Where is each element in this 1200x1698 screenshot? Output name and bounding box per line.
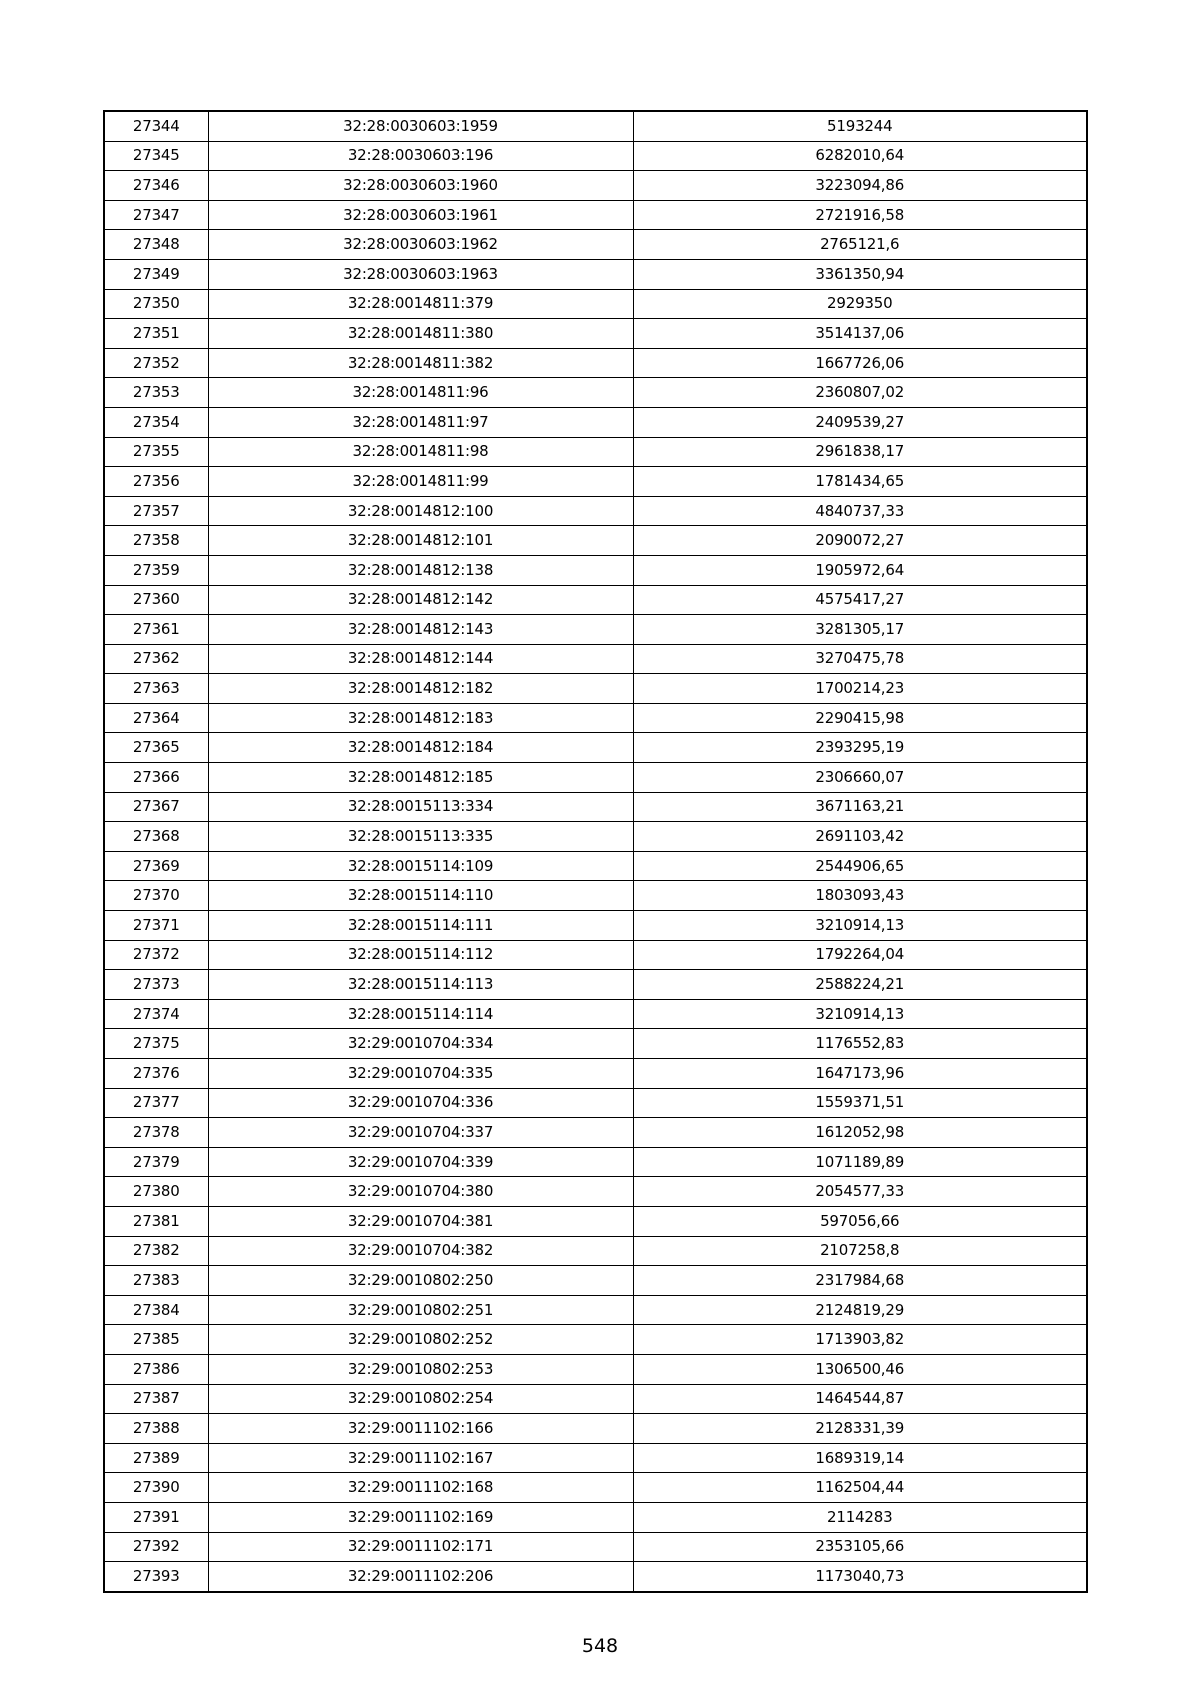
cadastral-number-cell: 32:29:0010704:334	[208, 1029, 633, 1059]
value-cell: 6282010,64	[633, 141, 1087, 171]
cadastral-number-cell: 32:28:0030603:196	[208, 141, 633, 171]
row-number-cell: 27357	[104, 496, 208, 526]
value-cell: 2588224,21	[633, 970, 1087, 1000]
row-number-cell: 27392	[104, 1532, 208, 1562]
row-number-cell: 27381	[104, 1206, 208, 1236]
cadastral-number-cell: 32:28:0014812:183	[208, 703, 633, 733]
value-cell: 1559371,51	[633, 1088, 1087, 1118]
value-cell: 1781434,65	[633, 467, 1087, 497]
page-number: 548	[581, 1635, 619, 1657]
value-cell: 2721916,58	[633, 200, 1087, 230]
table-row	[104, 999, 1087, 1029]
value-cell: 1792264,04	[633, 940, 1087, 970]
cadastral-number-cell: 32:29:0010704:337	[208, 1118, 633, 1148]
value-cell: 2128331,39	[633, 1414, 1087, 1444]
table-row	[104, 1295, 1087, 1325]
value-cell: 2961838,17	[633, 437, 1087, 467]
table-row	[104, 319, 1087, 349]
table-row	[104, 1384, 1087, 1414]
value-cell: 3210914,13	[633, 911, 1087, 941]
table-body	[104, 111, 1087, 1592]
cadastral-number-cell: 32:28:0030603:1963	[208, 259, 633, 289]
cadastral-number-cell: 32:28:0014812:142	[208, 585, 633, 615]
table-row	[104, 289, 1087, 319]
value-cell: 2353105,66	[633, 1532, 1087, 1562]
value-cell: 3270475,78	[633, 644, 1087, 674]
table-row	[104, 1414, 1087, 1444]
table-row	[104, 763, 1087, 793]
table-row	[104, 230, 1087, 260]
cadastral-number-cell: 32:28:0014811:99	[208, 467, 633, 497]
table-row	[104, 585, 1087, 615]
table-row	[104, 526, 1087, 556]
cadastral-value-table	[103, 110, 1088, 1593]
value-cell: 1713903,82	[633, 1325, 1087, 1355]
cadastral-number-cell: 32:28:0015114:111	[208, 911, 633, 941]
table-row	[104, 378, 1087, 408]
table-row	[104, 1206, 1087, 1236]
row-number-cell: 27346	[104, 171, 208, 201]
row-number-cell: 27352	[104, 348, 208, 378]
cadastral-number-cell: 32:28:0030603:1960	[208, 171, 633, 201]
value-cell: 1667726,06	[633, 348, 1087, 378]
cadastral-number-cell: 32:28:0014811:382	[208, 348, 633, 378]
value-cell: 1905972,64	[633, 555, 1087, 585]
row-number-cell: 27388	[104, 1414, 208, 1444]
row-number-cell: 27383	[104, 1266, 208, 1296]
table-row	[104, 200, 1087, 230]
table-row	[104, 1443, 1087, 1473]
row-number-cell: 27344	[104, 111, 208, 141]
table-row	[104, 1354, 1087, 1384]
cadastral-number-cell: 32:28:0014811:98	[208, 437, 633, 467]
value-cell: 1647173,96	[633, 1059, 1087, 1089]
row-number-cell: 27385	[104, 1325, 208, 1355]
value-cell: 4840737,33	[633, 496, 1087, 526]
row-number-cell: 27387	[104, 1384, 208, 1414]
row-number-cell: 27350	[104, 289, 208, 319]
row-number-cell: 27372	[104, 940, 208, 970]
cadastral-number-cell: 32:28:0030603:1962	[208, 230, 633, 260]
cadastral-number-cell: 32:29:0011102:171	[208, 1532, 633, 1562]
table-row	[104, 674, 1087, 704]
value-cell: 4575417,27	[633, 585, 1087, 615]
table-row	[104, 1147, 1087, 1177]
table-row	[104, 1562, 1087, 1592]
cadastral-number-cell: 32:28:0014812:185	[208, 763, 633, 793]
table-row	[104, 1473, 1087, 1503]
row-number-cell: 27382	[104, 1236, 208, 1266]
cadastral-number-cell: 32:28:0015114:110	[208, 881, 633, 911]
row-number-cell: 27376	[104, 1059, 208, 1089]
table-row	[104, 555, 1087, 585]
table-row	[104, 1236, 1087, 1266]
row-number-cell: 27348	[104, 230, 208, 260]
value-cell: 2765121,6	[633, 230, 1087, 260]
table-row	[104, 407, 1087, 437]
row-number-cell: 27362	[104, 644, 208, 674]
cadastral-number-cell: 32:29:0010802:250	[208, 1266, 633, 1296]
cadastral-number-cell: 32:29:0010802:251	[208, 1295, 633, 1325]
cadastral-number-cell: 32:28:0014812:144	[208, 644, 633, 674]
value-cell: 2691103,42	[633, 822, 1087, 852]
value-cell: 2124819,29	[633, 1295, 1087, 1325]
value-cell: 2317984,68	[633, 1266, 1087, 1296]
table-row	[104, 703, 1087, 733]
cadastral-number-cell: 32:28:0014812:100	[208, 496, 633, 526]
value-cell: 3361350,94	[633, 259, 1087, 289]
cadastral-number-cell: 32:28:0015114:109	[208, 851, 633, 881]
row-number-cell: 27356	[104, 467, 208, 497]
table-row	[104, 733, 1087, 763]
value-cell: 597056,66	[633, 1206, 1087, 1236]
table-row	[104, 970, 1087, 1000]
value-cell: 1176552,83	[633, 1029, 1087, 1059]
value-cell: 3514137,06	[633, 319, 1087, 349]
row-number-cell: 27370	[104, 881, 208, 911]
cadastral-number-cell: 32:28:0015114:112	[208, 940, 633, 970]
table-row	[104, 1118, 1087, 1148]
row-number-cell: 27379	[104, 1147, 208, 1177]
row-number-cell: 27354	[104, 407, 208, 437]
row-number-cell: 27373	[104, 970, 208, 1000]
value-cell: 3281305,17	[633, 615, 1087, 645]
table-row	[104, 1059, 1087, 1089]
row-number-cell: 27365	[104, 733, 208, 763]
cadastral-number-cell: 32:29:0011102:169	[208, 1502, 633, 1532]
table-row	[104, 111, 1087, 141]
value-cell: 3210914,13	[633, 999, 1087, 1029]
table-row	[104, 822, 1087, 852]
cadastral-number-cell: 32:28:0015113:334	[208, 792, 633, 822]
table-row	[104, 171, 1087, 201]
cadastral-number-cell: 32:29:0010704:381	[208, 1206, 633, 1236]
cadastral-number-cell: 32:28:0014812:138	[208, 555, 633, 585]
cadastral-number-cell: 32:29:0010802:254	[208, 1384, 633, 1414]
table-row	[104, 911, 1087, 941]
row-number-cell: 27393	[104, 1562, 208, 1592]
value-cell: 1803093,43	[633, 881, 1087, 911]
value-cell: 1173040,73	[633, 1562, 1087, 1592]
table-row	[104, 259, 1087, 289]
value-cell: 5193244	[633, 111, 1087, 141]
table-row	[104, 467, 1087, 497]
value-cell: 2306660,07	[633, 763, 1087, 793]
row-number-cell: 27351	[104, 319, 208, 349]
value-cell: 2107258,8	[633, 1236, 1087, 1266]
table-row	[104, 615, 1087, 645]
cadastral-number-cell: 32:28:0014811:379	[208, 289, 633, 319]
value-cell: 1612052,98	[633, 1118, 1087, 1148]
row-number-cell: 27358	[104, 526, 208, 556]
table-row	[104, 1502, 1087, 1532]
value-cell: 1162504,44	[633, 1473, 1087, 1503]
value-cell: 2929350	[633, 289, 1087, 319]
row-number-cell: 27374	[104, 999, 208, 1029]
cadastral-number-cell: 32:28:0030603:1961	[208, 200, 633, 230]
table-row	[104, 1266, 1087, 1296]
row-number-cell: 27353	[104, 378, 208, 408]
row-number-cell: 27360	[104, 585, 208, 615]
value-cell: 1464544,87	[633, 1384, 1087, 1414]
row-number-cell: 27377	[104, 1088, 208, 1118]
table-row	[104, 1088, 1087, 1118]
cadastral-number-cell: 32:28:0030603:1959	[208, 111, 633, 141]
cadastral-number-cell: 32:29:0011102:206	[208, 1562, 633, 1592]
row-number-cell: 27390	[104, 1473, 208, 1503]
row-number-cell: 27375	[104, 1029, 208, 1059]
value-cell: 2393295,19	[633, 733, 1087, 763]
row-number-cell: 27347	[104, 200, 208, 230]
cadastral-number-cell: 32:29:0010704:382	[208, 1236, 633, 1266]
cadastral-number-cell: 32:28:0014811:97	[208, 407, 633, 437]
row-number-cell: 27366	[104, 763, 208, 793]
table-row	[104, 1325, 1087, 1355]
cadastral-number-cell: 32:29:0010704:339	[208, 1147, 633, 1177]
table-row	[104, 1177, 1087, 1207]
row-number-cell: 27361	[104, 615, 208, 645]
table-row	[104, 1029, 1087, 1059]
row-number-cell: 27369	[104, 851, 208, 881]
row-number-cell: 27389	[104, 1443, 208, 1473]
value-cell: 2360807,02	[633, 378, 1087, 408]
value-cell: 2290415,98	[633, 703, 1087, 733]
cadastral-number-cell: 32:28:0014812:101	[208, 526, 633, 556]
table-row	[104, 141, 1087, 171]
cadastral-number-cell: 32:29:0010704:335	[208, 1059, 633, 1089]
row-number-cell: 27386	[104, 1354, 208, 1384]
value-cell: 2090072,27	[633, 526, 1087, 556]
row-number-cell: 27378	[104, 1118, 208, 1148]
cadastral-number-cell: 32:29:0011102:167	[208, 1443, 633, 1473]
row-number-cell: 27380	[104, 1177, 208, 1207]
table-row	[104, 496, 1087, 526]
row-number-cell: 27364	[104, 703, 208, 733]
cadastral-number-cell: 32:28:0014812:143	[208, 615, 633, 645]
table-row	[104, 881, 1087, 911]
value-cell: 2409539,27	[633, 407, 1087, 437]
cadastral-number-cell: 32:29:0011102:168	[208, 1473, 633, 1503]
row-number-cell: 27371	[104, 911, 208, 941]
row-number-cell: 27391	[104, 1502, 208, 1532]
cadastral-number-cell: 32:28:0014811:96	[208, 378, 633, 408]
table-row	[104, 644, 1087, 674]
cadastral-number-cell: 32:28:0014812:184	[208, 733, 633, 763]
row-number-cell: 27363	[104, 674, 208, 704]
cadastral-number-cell: 32:29:0010704:380	[208, 1177, 633, 1207]
cadastral-number-cell: 32:28:0014811:380	[208, 319, 633, 349]
value-cell: 1700214,23	[633, 674, 1087, 704]
table-row	[104, 940, 1087, 970]
cadastral-number-cell: 32:28:0014812:182	[208, 674, 633, 704]
table-row	[104, 348, 1087, 378]
table-row	[104, 1532, 1087, 1562]
table-row	[104, 792, 1087, 822]
cadastral-number-cell: 32:28:0015113:335	[208, 822, 633, 852]
table-row	[104, 437, 1087, 467]
table-row	[104, 851, 1087, 881]
value-cell: 3223094,86	[633, 171, 1087, 201]
value-cell: 3671163,21	[633, 792, 1087, 822]
row-number-cell: 27349	[104, 259, 208, 289]
value-cell: 1689319,14	[633, 1443, 1087, 1473]
value-cell: 2054577,33	[633, 1177, 1087, 1207]
cadastral-number-cell: 32:28:0015114:114	[208, 999, 633, 1029]
row-number-cell: 27355	[104, 437, 208, 467]
row-number-cell: 27359	[104, 555, 208, 585]
row-number-cell: 27384	[104, 1295, 208, 1325]
cadastral-number-cell: 32:29:0010802:252	[208, 1325, 633, 1355]
cadastral-number-cell: 32:29:0010704:336	[208, 1088, 633, 1118]
cadastral-number-cell: 32:29:0011102:166	[208, 1414, 633, 1444]
value-cell: 2544906,65	[633, 851, 1087, 881]
row-number-cell: 27367	[104, 792, 208, 822]
cadastral-number-cell: 32:29:0010802:253	[208, 1354, 633, 1384]
value-cell: 2114283	[633, 1502, 1087, 1532]
value-cell: 1306500,46	[633, 1354, 1087, 1384]
value-cell: 1071189,89	[633, 1147, 1087, 1177]
row-number-cell: 27368	[104, 822, 208, 852]
cadastral-number-cell: 32:28:0015114:113	[208, 970, 633, 1000]
row-number-cell: 27345	[104, 141, 208, 171]
